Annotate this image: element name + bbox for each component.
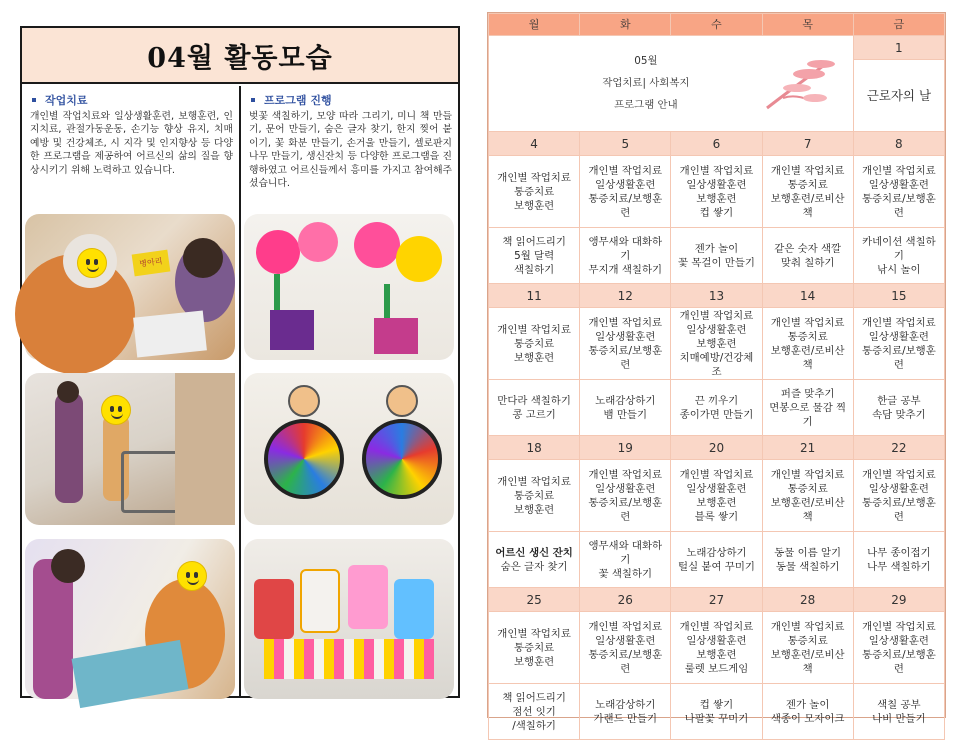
therapy-cell (489, 156, 580, 228)
cell-text: 일상생활훈련 (686, 634, 747, 647)
cell-text: 책 (802, 662, 813, 675)
date-cell: 18 (489, 436, 580, 460)
occupational-therapy-column (22, 86, 239, 696)
date-cell: 21 (762, 436, 853, 460)
cell-text: 통증치료 (787, 634, 828, 647)
cell-text: 5월 달력 (514, 249, 555, 262)
date-cell: 28 (762, 588, 853, 612)
cell-text: 보행훈련 (696, 192, 737, 205)
date-cell: 13 (671, 284, 762, 308)
photo-walking-training (25, 373, 235, 525)
cell-text: 나무 색칠하기 (867, 560, 931, 573)
therapy-cell (853, 460, 944, 532)
notice-title: 프로그램 안내 (614, 99, 678, 111)
cell-text: 일상생활훈련 (868, 330, 929, 343)
cell-text: 개인별 작업치료 (497, 323, 571, 336)
holiday-cell: 근로자의 날 (853, 60, 944, 132)
cell-text: 통증치료/보행훈 (588, 192, 663, 205)
cell-text: 책 읽어드리기 (502, 691, 566, 704)
photo-turtle-craft (244, 373, 454, 525)
cell-text: 통증치료/보행훈 (861, 496, 936, 509)
activity-cell (489, 532, 580, 588)
cell-text: 한글 공부 (877, 394, 921, 407)
cell-text: 일상생활훈련 (595, 330, 656, 343)
cell-text: 통증치료/보행훈 (861, 192, 936, 205)
cell-text: 털실 붙여 꾸미기 (678, 560, 755, 573)
card-label: 병아리 (132, 250, 171, 277)
cell-text: 보행훈련 (696, 648, 737, 661)
cell-text: 통증치료/보행훈 (861, 344, 936, 357)
therapy-cell (762, 612, 853, 684)
cell-text: 조 (711, 365, 722, 378)
cell-text: 통증치료/보행훈 (588, 648, 663, 661)
cell-text: 동물 이름 알기 (774, 546, 842, 559)
cell-text: 룰렛 보드게임 (684, 662, 749, 675)
cell-text: 통증치료 (514, 185, 555, 198)
cell-text: 끈 끼우기 (694, 394, 739, 407)
cell-text: 뱀 만들기 (603, 408, 647, 421)
therapy-cell (671, 308, 762, 380)
activity-cell (489, 684, 580, 740)
photo-octopus-craft (244, 539, 454, 699)
date-cell: 20 (671, 436, 762, 460)
activity-cell (671, 532, 762, 588)
smiley-face-icon (101, 395, 131, 425)
weekday-header: 수 (671, 14, 762, 36)
cell-text: 보행훈련 (514, 655, 555, 668)
date-cell: 8 (853, 132, 944, 156)
cell-text: 보행훈련/로비산 (770, 496, 845, 509)
cell-text: 일상생활훈련 (595, 178, 656, 191)
cell-text: 책 (802, 510, 813, 523)
cell-text: 개인별 작업치료 (679, 468, 754, 481)
cell-text: 일상생활훈련 (868, 482, 929, 495)
cell-text: 점선 잇기 (512, 705, 556, 718)
date-cell: 7 (762, 132, 853, 156)
cell-text: 개인별 작업치료 (679, 164, 754, 177)
date-cell: 1 (853, 36, 944, 60)
cell-text: 기 (620, 553, 631, 566)
activity-cell (762, 228, 853, 284)
activity-cell (762, 532, 853, 588)
pink-flower-branch-icon (763, 48, 843, 116)
cell-text: 퍼즐 맞추기 (780, 387, 835, 400)
activity-cell (762, 380, 853, 436)
cell-text: 련 (893, 662, 904, 675)
smiley-face-icon (177, 561, 207, 591)
cell-text: 개인별 작업치료 (497, 171, 571, 184)
cell-text: 나무 종이접기 (867, 546, 931, 559)
cell-text: 책 (802, 206, 813, 219)
cell-text: /색칠하기 (512, 719, 556, 732)
cell-text: 책 (802, 358, 813, 371)
date-cell: 22 (853, 436, 944, 460)
program-column (239, 86, 458, 696)
cell-text: 보행훈련/로비산 (770, 648, 845, 661)
cell-text: 만다라 색칠하기 (497, 394, 571, 407)
activity-cell (762, 684, 853, 740)
cell-text: 색종이 모자이크 (770, 712, 845, 725)
activity-cell (853, 380, 944, 436)
date-cell: 26 (580, 588, 671, 612)
cell-text: 통증치료 (787, 482, 828, 495)
cell-text: 개인별 작업치료 (770, 620, 845, 633)
cell-text: 가랜드 만들기 (593, 712, 658, 725)
cell-text: 통증치료/보행훈 (588, 344, 663, 357)
cell-text: 개인별 작업치료 (770, 316, 845, 329)
bullet-icon (32, 98, 36, 102)
therapy-cell (580, 308, 671, 380)
cell-text: 일상생활훈련 (686, 323, 747, 336)
activity-cell (580, 228, 671, 284)
cell-text: 일상생활훈련 (595, 482, 656, 495)
section-heading (32, 92, 239, 108)
cell-text: 통증치료/보행훈 (588, 496, 663, 509)
date-cell: 12 (580, 284, 671, 308)
date-cell: 14 (762, 284, 853, 308)
date-cell: 27 (671, 588, 762, 612)
date-cell: 19 (580, 436, 671, 460)
cell-text: 개인별 작업치료 (862, 316, 936, 329)
cell-text: 책 읽어드리기 (502, 235, 566, 248)
cell-text: 통증치료 (514, 337, 555, 350)
cell-text: 통증치료 (787, 330, 828, 343)
cell-text: 일상생활훈련 (686, 178, 747, 191)
therapy-cell (580, 612, 671, 684)
cell-text: 련 (620, 206, 631, 219)
cell-text: 보행훈련/로비산 (770, 344, 845, 357)
cell-text: 보행훈련 (514, 351, 555, 364)
cell-text: 나팔꽃 꾸미기 (684, 712, 749, 725)
cell-text: 무지개 색칠하기 (588, 263, 663, 276)
cell-text: 면봉으로 물감 찍 (769, 401, 847, 414)
cell-text: 개인별 작업치료 (770, 164, 845, 177)
cell-text: 통증치료/보행훈 (861, 648, 936, 661)
date-cell: 5 (580, 132, 671, 156)
cell-text: 낚시 놀이 (877, 263, 921, 276)
cell-text: 젠가 놀이 (694, 242, 739, 255)
cell-text: 컵 쌓기 (699, 698, 734, 711)
notice-subtitle: 작업치료| 사회복지 (602, 77, 690, 89)
activity-cell (853, 684, 944, 740)
cell-text: 기 (802, 415, 813, 428)
cell-text: 콩 고르기 (512, 408, 556, 421)
notice-month: 05월 (634, 55, 658, 67)
activity-cell (671, 228, 762, 284)
cell-text: 개인별 작업치료 (588, 468, 663, 481)
cell-text: 색칠하기 (514, 263, 555, 276)
cell-text: 련 (893, 510, 904, 523)
therapy-cell (853, 156, 944, 228)
cell-text: 치매예방/건강체 (679, 351, 754, 364)
cell-text: 노래감상하기 (686, 546, 747, 559)
weekday-header: 화 (580, 14, 671, 36)
date-cell: 6 (671, 132, 762, 156)
cell-text: 꽃 목걸이 만들기 (678, 256, 755, 269)
cell-text: 종이가면 만들기 (679, 408, 754, 421)
cell-text: 동물 색칠하기 (775, 560, 840, 573)
therapy-cell (489, 612, 580, 684)
cell-text: 련 (893, 206, 904, 219)
cell-text: 개인별 작업치료 (770, 468, 845, 481)
cell-text: 개인별 작업치료 (862, 164, 936, 177)
cell-text: 나비 만들기 (872, 712, 926, 725)
activity-cell (853, 228, 944, 284)
cell-text: 노래감상하기 (595, 394, 656, 407)
cell-text: 속담 맞추기 (872, 408, 926, 421)
cell-text: 컵 쌓기 (699, 206, 734, 219)
cell-text: 련 (620, 358, 631, 371)
date-cell: 29 (853, 588, 944, 612)
cell-text: 보행훈련 (696, 496, 737, 509)
date-cell: 11 (489, 284, 580, 308)
cell-text: 일상생활훈련 (868, 178, 929, 191)
program-notice-cell (489, 36, 854, 132)
cell-text: 일상생활훈련 (868, 634, 929, 647)
cell-text: 개인별 작업치료 (588, 316, 663, 329)
date-cell: 4 (489, 132, 580, 156)
activity-cell (580, 684, 671, 740)
therapy-cell (671, 612, 762, 684)
cell-text: 보행훈련 (514, 199, 555, 212)
cell-text: 숨은 글자 찾기 (500, 560, 568, 573)
cell-text: 개인별 작업치료 (497, 627, 571, 640)
therapy-cell (489, 308, 580, 380)
bullet-icon (251, 98, 255, 102)
activity-cell (853, 532, 944, 588)
cell-text: 일상생활훈련 (595, 634, 656, 647)
cell-text: 블록 쌓기 (694, 510, 739, 523)
cell-text: 보행훈련 (696, 337, 737, 350)
section-heading-text: 작업치료 (45, 94, 88, 107)
activity-cell (580, 380, 671, 436)
therapy-cell (580, 156, 671, 228)
photo-flower-pot-craft (244, 214, 454, 360)
date-cell: 15 (853, 284, 944, 308)
therapy-cell (853, 308, 944, 380)
activity-panel (20, 26, 460, 698)
section-text: 개인별 작업치료와 일상생활훈련, 보행훈련, 인지치료, 관절가동운동, 손기능 향상 유지, 치매예방 및 건강체조, 시 지각 및 인지향상 등 다양한 프로그램을 제공하여 어르신의 삶의 질을 향상시키기 위해 노력하고 있습니다. (30, 111, 233, 176)
therapy-cell (671, 460, 762, 532)
weekday-header: 월 (489, 14, 580, 36)
cell-text: 일상생활훈련 (686, 482, 747, 495)
cell-text: 꽃 색칠하기 (598, 567, 653, 580)
therapy-cell (762, 308, 853, 380)
activity-cell (671, 684, 762, 740)
page-title: 04월 활동모습 (22, 28, 458, 84)
cell-text: 개인별 작업치료 (679, 620, 754, 633)
cell-text: 어르신 생신 잔치 (495, 546, 573, 559)
activity-cell (671, 380, 762, 436)
therapy-cell (762, 156, 853, 228)
photo-puzzle-activity (25, 539, 235, 699)
cell-text: 기 (620, 249, 631, 262)
date-cell: 25 (489, 588, 580, 612)
cell-text: 앵무새와 대화하 (588, 539, 663, 552)
section-heading (251, 92, 458, 108)
cell-text: 색칠 공부 (877, 698, 921, 711)
cell-text: 카네이션 색칠하 (862, 235, 936, 248)
cell-text: 개인별 작업치료 (862, 620, 936, 633)
therapy-cell (853, 612, 944, 684)
may-program-calendar (487, 12, 946, 732)
section-heading-text: 프로그램 진행 (264, 94, 332, 107)
therapy-cell (489, 460, 580, 532)
cell-text: 앵무새와 대화하 (588, 235, 663, 248)
photo-card-activity (25, 214, 235, 360)
cell-text: 개인별 작업치료 (588, 164, 663, 177)
smiley-face-icon (77, 248, 107, 278)
calendar-table (488, 13, 945, 740)
cell-text: 보행훈련 (514, 503, 555, 516)
weekday-header: 금 (853, 14, 944, 36)
cell-text: 젠가 놀이 (785, 698, 830, 711)
therapy-cell (580, 460, 671, 532)
therapy-cell (762, 460, 853, 532)
weekday-header: 목 (762, 14, 853, 36)
therapy-cell (671, 156, 762, 228)
cell-text: 련 (893, 358, 904, 371)
cell-text: 노래감상하기 (595, 698, 656, 711)
cell-text: 련 (620, 662, 631, 675)
cell-text: 개인별 작업치료 (497, 475, 571, 488)
activity-cell (489, 228, 580, 284)
cell-text: 련 (620, 510, 631, 523)
activity-cell (489, 380, 580, 436)
cell-text: 개인별 작업치료 (588, 620, 663, 633)
cell-text: 기 (893, 249, 904, 262)
activity-cell (580, 532, 671, 588)
cell-text: 보행훈련/로비산 (770, 192, 845, 205)
cell-text: 같은 숫자 색깔 (774, 242, 842, 255)
cell-text: 개인별 작업치료 (862, 468, 936, 481)
cell-text: 통증치료 (514, 641, 555, 654)
section-text: 벚꽃 색칠하기, 모양 따라 그리기, 미니 책 만들기, 문어 만들기, 숨은 글자 찾기, 한지 찢어 붙이기, 꽃 화분 만들기, 손거울 만들기, 셀로판지 나무 만들기, 생신잔치 등 다양한 프로그램을 진행하였고 어르신들께서 흥미를 가지고 참여해주셨습니다. (249, 111, 452, 190)
cell-text: 개인별 작업치료 (679, 309, 754, 322)
cell-text: 맞춰 칠하기 (780, 256, 835, 269)
cell-text: 통증치료 (514, 489, 555, 502)
cell-text: 통증치료 (787, 178, 828, 191)
